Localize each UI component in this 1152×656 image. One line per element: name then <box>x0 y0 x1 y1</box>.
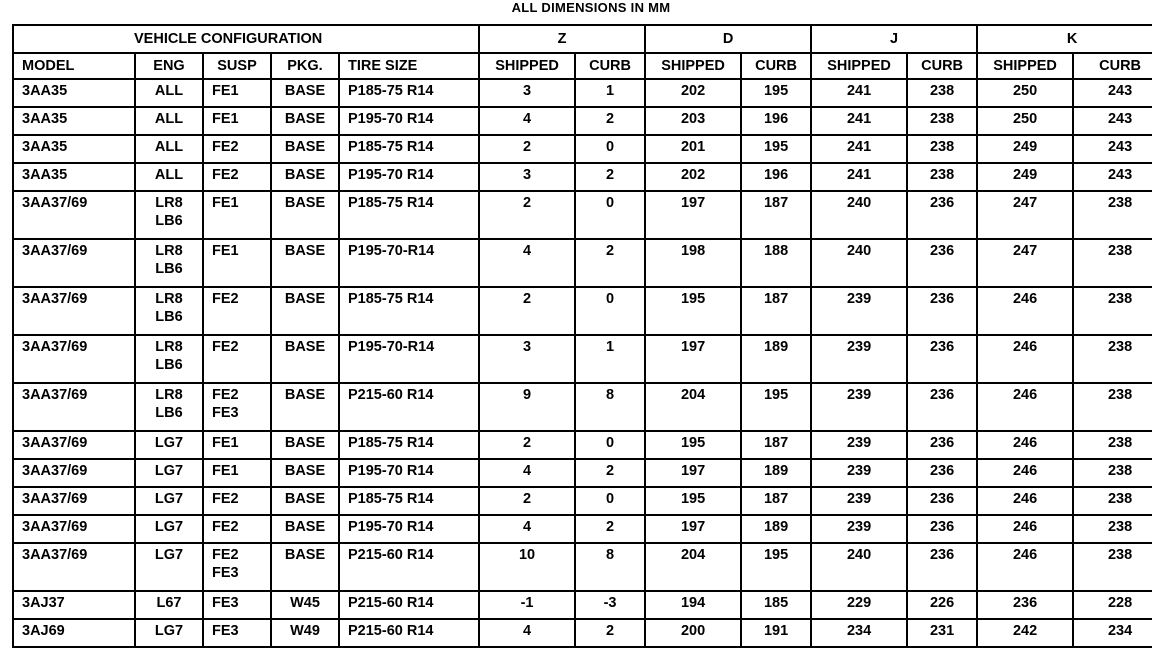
z-shipped-cell: 4 <box>479 239 575 287</box>
model-cell: 3AA37/69 <box>13 515 135 543</box>
j-shipped-cell: 240 <box>811 191 907 239</box>
column-header-k-shipped: SHIPPED <box>977 53 1073 79</box>
table-row <box>13 459 1152 487</box>
model-cell: 3AA37/69 <box>13 383 135 431</box>
k-curb-cell: 238 <box>1073 191 1152 239</box>
d-shipped-cell: 204 <box>645 543 741 591</box>
d-shipped-cell: 202 <box>645 79 741 107</box>
tire-size-cell: P215-60 R14 <box>339 383 479 431</box>
column-header-k-curb: CURB <box>1073 53 1152 79</box>
z-shipped-cell: -1 <box>479 591 575 619</box>
susp-value: FE2 <box>212 139 239 155</box>
pkg-cell: BASE <box>271 515 339 543</box>
d-shipped-cell: 197 <box>645 191 741 239</box>
pkg-cell: BASE <box>271 431 339 459</box>
z-curb-cell: 1 <box>575 335 645 383</box>
susp-cell <box>203 79 271 107</box>
d-curb-cell: 187 <box>741 487 811 515</box>
eng-cell <box>135 163 203 191</box>
eng-cell <box>135 459 203 487</box>
tire-size-cell: P215-60 R14 <box>339 591 479 619</box>
k-curb-cell: 238 <box>1073 335 1152 383</box>
eng-cell <box>135 383 203 431</box>
susp-value: FE3 <box>212 405 239 421</box>
z-curb-cell: 1 <box>575 79 645 107</box>
eng-value: ALL <box>154 83 184 99</box>
eng-cell <box>135 487 203 515</box>
d-curb-cell: 188 <box>741 239 811 287</box>
susp-value: FE1 <box>212 463 239 479</box>
z-shipped-cell: 3 <box>479 163 575 191</box>
pkg-cell: BASE <box>271 135 339 163</box>
susp-value: FE1 <box>212 435 239 451</box>
k-curb-cell: 238 <box>1073 543 1152 591</box>
k-curb-cell: 238 <box>1073 431 1152 459</box>
column-header-j-curb: CURB <box>907 53 977 79</box>
susp-value: FE3 <box>212 595 239 611</box>
table-row <box>13 543 1152 591</box>
k-shipped-cell: 246 <box>977 383 1073 431</box>
eng-value: L67 <box>156 595 182 611</box>
table-row <box>13 191 1152 239</box>
eng-value: LR8 <box>155 387 183 403</box>
d-curb-cell: 196 <box>741 107 811 135</box>
j-curb-cell: 238 <box>907 163 977 191</box>
d-curb-cell: 187 <box>741 191 811 239</box>
k-shipped-cell: 246 <box>977 543 1073 591</box>
susp-cell <box>203 107 271 135</box>
z-curb-cell: 2 <box>575 619 645 647</box>
eng-value: LG7 <box>154 435 184 451</box>
z-shipped-cell: 4 <box>479 619 575 647</box>
column-header-eng: ENG <box>135 53 203 79</box>
eng-value: LG7 <box>154 623 184 639</box>
susp-cell <box>203 191 271 239</box>
pkg-cell: BASE <box>271 287 339 335</box>
susp-cell <box>203 431 271 459</box>
group-header-d: D <box>645 25 811 53</box>
susp-value: FE2 <box>212 387 239 403</box>
eng-cell <box>135 135 203 163</box>
eng-value: LG7 <box>154 547 184 563</box>
z-curb-cell: 8 <box>575 383 645 431</box>
z-curb-cell: 2 <box>575 163 645 191</box>
model-cell: 3AA35 <box>13 163 135 191</box>
eng-value: LB6 <box>155 213 183 229</box>
eng-value: LB6 <box>155 405 183 421</box>
k-shipped-cell: 247 <box>977 239 1073 287</box>
column-header-row <box>13 53 1152 79</box>
model-cell: 3AA37/69 <box>13 459 135 487</box>
susp-value: FE1 <box>212 83 239 99</box>
k-curb-cell: 238 <box>1073 239 1152 287</box>
model-cell: 3AA35 <box>13 107 135 135</box>
susp-value: FE1 <box>212 195 239 211</box>
j-shipped-cell: 241 <box>811 135 907 163</box>
susp-value: FE2 <box>212 167 239 183</box>
z-curb-cell: 2 <box>575 239 645 287</box>
eng-value: LG7 <box>154 463 184 479</box>
model-cell: 3AA37/69 <box>13 487 135 515</box>
k-curb-cell: 238 <box>1073 287 1152 335</box>
z-shipped-cell: 2 <box>479 135 575 163</box>
tire-size-cell: P195-70 R14 <box>339 515 479 543</box>
tire-size-cell: P195-70 R14 <box>339 163 479 191</box>
d-shipped-cell: 197 <box>645 515 741 543</box>
pkg-cell: BASE <box>271 335 339 383</box>
eng-value: LR8 <box>155 291 183 307</box>
k-curb-cell: 243 <box>1073 107 1152 135</box>
susp-cell <box>203 515 271 543</box>
tire-size-cell: P215-60 R14 <box>339 543 479 591</box>
susp-cell <box>203 239 271 287</box>
tire-size-cell: P185-75 R14 <box>339 287 479 335</box>
group-header-row <box>13 25 1152 53</box>
eng-cell <box>135 543 203 591</box>
k-shipped-cell: 246 <box>977 431 1073 459</box>
z-shipped-cell: 2 <box>479 431 575 459</box>
k-shipped-cell: 246 <box>977 487 1073 515</box>
k-curb-cell: 243 <box>1073 79 1152 107</box>
z-shipped-cell: 10 <box>479 543 575 591</box>
eng-cell <box>135 107 203 135</box>
z-curb-cell: 0 <box>575 287 645 335</box>
table-row <box>13 431 1152 459</box>
z-curb-cell: 2 <box>575 515 645 543</box>
d-curb-cell: 189 <box>741 335 811 383</box>
pkg-cell: BASE <box>271 383 339 431</box>
d-curb-cell: 195 <box>741 79 811 107</box>
pkg-cell: BASE <box>271 163 339 191</box>
d-curb-cell: 189 <box>741 459 811 487</box>
z-curb-cell: 2 <box>575 459 645 487</box>
j-shipped-cell: 241 <box>811 163 907 191</box>
j-curb-cell: 231 <box>907 619 977 647</box>
table-row <box>13 239 1152 287</box>
z-shipped-cell: 3 <box>479 335 575 383</box>
j-curb-cell: 236 <box>907 191 977 239</box>
column-header-d-shipped: SHIPPED <box>645 53 741 79</box>
eng-value: LR8 <box>155 243 183 259</box>
k-shipped-cell: 250 <box>977 107 1073 135</box>
tire-size-cell: P185-75 R14 <box>339 79 479 107</box>
tire-size-cell: P185-75 R14 <box>339 191 479 239</box>
d-shipped-cell: 195 <box>645 487 741 515</box>
susp-value: FE2 <box>212 339 239 355</box>
eng-cell <box>135 515 203 543</box>
d-curb-cell: 187 <box>741 287 811 335</box>
eng-value: LG7 <box>154 491 184 507</box>
susp-value: FE2 <box>212 491 239 507</box>
k-curb-cell: 238 <box>1073 459 1152 487</box>
z-shipped-cell: 2 <box>479 191 575 239</box>
k-shipped-cell: 246 <box>977 515 1073 543</box>
j-shipped-cell: 241 <box>811 107 907 135</box>
d-curb-cell: 185 <box>741 591 811 619</box>
table-row <box>13 335 1152 383</box>
eng-value: LR8 <box>155 195 183 211</box>
table-row <box>13 135 1152 163</box>
j-shipped-cell: 234 <box>811 619 907 647</box>
table-row <box>13 287 1152 335</box>
eng-cell <box>135 287 203 335</box>
j-curb-cell: 236 <box>907 383 977 431</box>
eng-cell <box>135 431 203 459</box>
model-cell: 3AA37/69 <box>13 239 135 287</box>
k-curb-cell: 238 <box>1073 487 1152 515</box>
eng-cell <box>135 239 203 287</box>
j-shipped-cell: 239 <box>811 515 907 543</box>
k-curb-cell: 238 <box>1073 383 1152 431</box>
j-curb-cell: 236 <box>907 287 977 335</box>
z-curb-cell: 0 <box>575 487 645 515</box>
z-curb-cell: 0 <box>575 431 645 459</box>
j-curb-cell: 236 <box>907 487 977 515</box>
susp-value: FE1 <box>212 243 239 259</box>
d-shipped-cell: 197 <box>645 459 741 487</box>
d-shipped-cell: 200 <box>645 619 741 647</box>
j-shipped-cell: 239 <box>811 431 907 459</box>
tire-size-cell: P195-70 R14 <box>339 107 479 135</box>
k-shipped-cell: 249 <box>977 135 1073 163</box>
table-caption: ALL DIMENSIONS IN MM <box>511 0 671 15</box>
tire-size-cell: P215-60 R14 <box>339 619 479 647</box>
j-shipped-cell: 239 <box>811 383 907 431</box>
dimensions-table <box>12 24 1152 648</box>
k-curb-cell: 243 <box>1073 163 1152 191</box>
j-curb-cell: 236 <box>907 431 977 459</box>
z-curb-cell: 8 <box>575 543 645 591</box>
j-shipped-cell: 240 <box>811 543 907 591</box>
z-shipped-cell: 9 <box>479 383 575 431</box>
group-header-k: K <box>977 25 1152 53</box>
z-curb-cell: 0 <box>575 191 645 239</box>
j-shipped-cell: 240 <box>811 239 907 287</box>
tire-size-cell: P185-75 R14 <box>339 487 479 515</box>
eng-value: ALL <box>154 111 184 127</box>
k-shipped-cell: 249 <box>977 163 1073 191</box>
d-shipped-cell: 194 <box>645 591 741 619</box>
model-cell: 3AA37/69 <box>13 335 135 383</box>
pkg-cell: W49 <box>271 619 339 647</box>
k-shipped-cell: 247 <box>977 191 1073 239</box>
column-header-z-curb: CURB <box>575 53 645 79</box>
d-curb-cell: 195 <box>741 543 811 591</box>
eng-value: ALL <box>154 167 184 183</box>
model-cell: 3AJ37 <box>13 591 135 619</box>
susp-cell <box>203 383 271 431</box>
eng-value: ALL <box>154 139 184 155</box>
susp-value: FE2 <box>212 291 239 307</box>
model-cell: 3AA37/69 <box>13 543 135 591</box>
z-curb-cell: 2 <box>575 107 645 135</box>
tire-size-cell: P195-70 R14 <box>339 459 479 487</box>
d-shipped-cell: 195 <box>645 431 741 459</box>
d-curb-cell: 195 <box>741 135 811 163</box>
pkg-cell: BASE <box>271 79 339 107</box>
d-curb-cell: 195 <box>741 383 811 431</box>
d-shipped-cell: 203 <box>645 107 741 135</box>
k-shipped-cell: 250 <box>977 79 1073 107</box>
susp-cell <box>203 163 271 191</box>
z-shipped-cell: 2 <box>479 487 575 515</box>
j-shipped-cell: 229 <box>811 591 907 619</box>
susp-value: FE2 <box>212 519 239 535</box>
pkg-cell: BASE <box>271 191 339 239</box>
susp-cell <box>203 335 271 383</box>
susp-value: FE2 <box>212 547 239 563</box>
k-curb-cell: 234 <box>1073 619 1152 647</box>
model-cell: 3AA37/69 <box>13 287 135 335</box>
eng-cell <box>135 619 203 647</box>
model-cell: 3AJ69 <box>13 619 135 647</box>
susp-cell <box>203 591 271 619</box>
d-curb-cell: 189 <box>741 515 811 543</box>
pkg-cell: W45 <box>271 591 339 619</box>
j-shipped-cell: 241 <box>811 79 907 107</box>
eng-value: LB6 <box>155 357 183 373</box>
tire-size-cell: P195-70-R14 <box>339 239 479 287</box>
d-shipped-cell: 201 <box>645 135 741 163</box>
k-shipped-cell: 246 <box>977 459 1073 487</box>
susp-value: FE3 <box>212 565 239 581</box>
z-shipped-cell: 4 <box>479 107 575 135</box>
tire-size-cell: P185-75 R14 <box>339 135 479 163</box>
d-curb-cell: 187 <box>741 431 811 459</box>
z-shipped-cell: 4 <box>479 459 575 487</box>
eng-cell <box>135 591 203 619</box>
eng-value: LG7 <box>154 519 184 535</box>
column-header-tire-size: TIRE SIZE <box>339 53 479 79</box>
j-curb-cell: 236 <box>907 515 977 543</box>
z-shipped-cell: 3 <box>479 79 575 107</box>
column-header-model: MODEL <box>13 53 135 79</box>
eng-value: LR8 <box>155 339 183 355</box>
d-shipped-cell: 195 <box>645 287 741 335</box>
j-curb-cell: 238 <box>907 107 977 135</box>
eng-cell <box>135 191 203 239</box>
eng-value: LB6 <box>155 309 183 325</box>
j-curb-cell: 236 <box>907 335 977 383</box>
k-curb-cell: 228 <box>1073 591 1152 619</box>
model-cell: 3AA35 <box>13 79 135 107</box>
j-shipped-cell: 239 <box>811 335 907 383</box>
j-curb-cell: 236 <box>907 239 977 287</box>
eng-cell <box>135 335 203 383</box>
k-shipped-cell: 242 <box>977 619 1073 647</box>
table-row <box>13 163 1152 191</box>
table-row <box>13 619 1152 647</box>
column-header-z-shipped: SHIPPED <box>479 53 575 79</box>
eng-value: LB6 <box>155 261 183 277</box>
j-curb-cell: 236 <box>907 543 977 591</box>
pkg-cell: BASE <box>271 459 339 487</box>
j-curb-cell: 238 <box>907 135 977 163</box>
tire-size-cell: P185-75 R14 <box>339 431 479 459</box>
column-header-pkg: PKG. <box>271 53 339 79</box>
z-shipped-cell: 4 <box>479 515 575 543</box>
z-curb-cell: 0 <box>575 135 645 163</box>
d-shipped-cell: 204 <box>645 383 741 431</box>
susp-cell <box>203 459 271 487</box>
k-curb-cell: 243 <box>1073 135 1152 163</box>
k-curb-cell: 238 <box>1073 515 1152 543</box>
group-header-j: J <box>811 25 977 53</box>
susp-cell <box>203 487 271 515</box>
d-shipped-cell: 198 <box>645 239 741 287</box>
tire-size-cell: P195-70-R14 <box>339 335 479 383</box>
susp-value: FE3 <box>212 623 239 639</box>
d-shipped-cell: 202 <box>645 163 741 191</box>
pkg-cell: BASE <box>271 239 339 287</box>
model-cell: 3AA35 <box>13 135 135 163</box>
susp-cell <box>203 287 271 335</box>
susp-cell <box>203 135 271 163</box>
pkg-cell: BASE <box>271 107 339 135</box>
group-header-z: Z <box>479 25 645 53</box>
j-shipped-cell: 239 <box>811 487 907 515</box>
j-shipped-cell: 239 <box>811 287 907 335</box>
k-shipped-cell: 246 <box>977 335 1073 383</box>
table-row <box>13 383 1152 431</box>
pkg-cell: BASE <box>271 543 339 591</box>
susp-cell <box>203 619 271 647</box>
d-curb-cell: 191 <box>741 619 811 647</box>
model-cell: 3AA37/69 <box>13 191 135 239</box>
table-row <box>13 515 1152 543</box>
column-header-susp: SUSP <box>203 53 271 79</box>
susp-cell <box>203 543 271 591</box>
pkg-cell: BASE <box>271 487 339 515</box>
eng-cell <box>135 79 203 107</box>
table-row <box>13 79 1152 107</box>
z-shipped-cell: 2 <box>479 287 575 335</box>
d-curb-cell: 196 <box>741 163 811 191</box>
d-shipped-cell: 197 <box>645 335 741 383</box>
k-shipped-cell: 246 <box>977 287 1073 335</box>
j-curb-cell: 238 <box>907 79 977 107</box>
group-header-vehicle-configuration: VEHICLE CONFIGURATION <box>13 25 479 53</box>
model-cell: 3AA37/69 <box>13 431 135 459</box>
column-header-d-curb: CURB <box>741 53 811 79</box>
j-shipped-cell: 239 <box>811 459 907 487</box>
table-body <box>13 79 1152 647</box>
table-row <box>13 591 1152 619</box>
table-row <box>13 487 1152 515</box>
z-curb-cell: -3 <box>575 591 645 619</box>
table-row <box>13 107 1152 135</box>
j-curb-cell: 226 <box>907 591 977 619</box>
susp-value: FE1 <box>212 111 239 127</box>
k-shipped-cell: 236 <box>977 591 1073 619</box>
column-header-j-shipped: SHIPPED <box>811 53 907 79</box>
j-curb-cell: 236 <box>907 459 977 487</box>
